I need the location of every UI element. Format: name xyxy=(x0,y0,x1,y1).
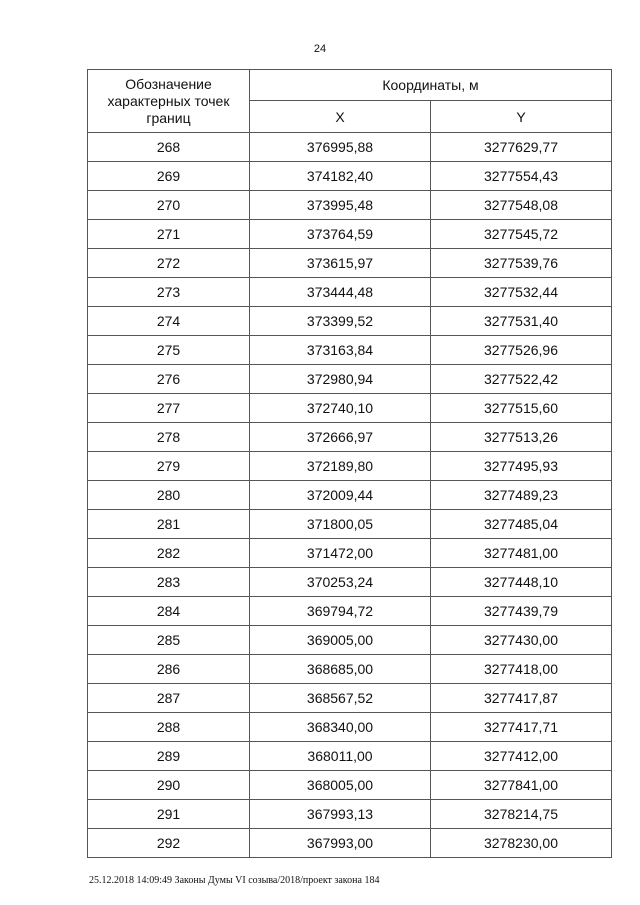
x-coordinate-cell: 372740,10 xyxy=(250,394,431,423)
x-coordinate-cell: 372009,44 xyxy=(250,481,431,510)
page-number: 24 xyxy=(313,43,327,55)
table-row xyxy=(88,713,612,742)
y-coordinate-cell: 3277412,00 xyxy=(431,742,612,771)
y-coordinate-cell: 3277515,60 xyxy=(431,394,612,423)
point-number-cell: 283 xyxy=(88,568,250,597)
y-coordinate-cell: 3277545,72 xyxy=(431,220,612,249)
table-row xyxy=(88,510,612,539)
x-coordinate-cell: 372189,80 xyxy=(250,452,431,481)
y-coordinate-cell: 3277417,71 xyxy=(431,713,612,742)
header-x: X xyxy=(250,101,431,133)
y-coordinate-cell: 3277554,43 xyxy=(431,162,612,191)
table-row xyxy=(88,133,612,162)
table-row xyxy=(88,539,612,568)
y-coordinate-cell: 3277526,96 xyxy=(431,336,612,365)
point-number-cell: 275 xyxy=(88,336,250,365)
x-coordinate-cell: 371800,05 xyxy=(250,510,431,539)
table-row xyxy=(88,336,612,365)
point-number-cell: 280 xyxy=(88,481,250,510)
x-coordinate-cell: 368685,00 xyxy=(250,655,431,684)
point-number-cell: 286 xyxy=(88,655,250,684)
point-number-cell: 279 xyxy=(88,452,250,481)
point-number-cell: 292 xyxy=(88,829,250,858)
y-coordinate-cell: 3278230,00 xyxy=(431,829,612,858)
point-number-cell: 288 xyxy=(88,713,250,742)
table-row xyxy=(88,597,612,626)
y-coordinate-cell: 3277439,79 xyxy=(431,597,612,626)
y-coordinate-cell: 3277448,10 xyxy=(431,568,612,597)
point-number-cell: 272 xyxy=(88,249,250,278)
x-coordinate-cell: 373444,48 xyxy=(250,278,431,307)
point-number-cell: 273 xyxy=(88,278,250,307)
x-coordinate-cell: 368005,00 xyxy=(250,771,431,800)
y-coordinate-cell: 3277495,93 xyxy=(431,452,612,481)
point-number-cell: 291 xyxy=(88,800,250,829)
table-row xyxy=(88,249,612,278)
table-row xyxy=(88,800,612,829)
table-row xyxy=(88,771,612,800)
y-coordinate-cell: 3277513,26 xyxy=(431,423,612,452)
table-row xyxy=(88,423,612,452)
table-row xyxy=(88,655,612,684)
table-row xyxy=(88,307,612,336)
table-row xyxy=(88,191,612,220)
y-coordinate-cell: 3277430,00 xyxy=(431,626,612,655)
point-number-cell: 282 xyxy=(88,539,250,568)
x-coordinate-cell: 367993,13 xyxy=(250,800,431,829)
footer-stamp: 25.12.2018 14:09:49 Законы Думы VI созыва/2018/проект закона 184 xyxy=(89,875,380,886)
x-coordinate-cell: 374182,40 xyxy=(250,162,431,191)
point-number-cell: 269 xyxy=(88,162,250,191)
table-row xyxy=(88,162,612,191)
x-coordinate-cell: 371472,00 xyxy=(250,539,431,568)
table-row xyxy=(88,278,612,307)
point-number-cell: 284 xyxy=(88,597,250,626)
y-coordinate-cell: 3277481,00 xyxy=(431,539,612,568)
point-number-cell: 277 xyxy=(88,394,250,423)
x-coordinate-cell: 368011,00 xyxy=(250,742,431,771)
y-coordinate-cell: 3277539,76 xyxy=(431,249,612,278)
x-coordinate-cell: 370253,24 xyxy=(250,568,431,597)
point-number-cell: 278 xyxy=(88,423,250,452)
y-coordinate-cell: 3277532,44 xyxy=(431,278,612,307)
table-row xyxy=(88,394,612,423)
point-number-cell: 268 xyxy=(88,133,250,162)
x-coordinate-cell: 372980,94 xyxy=(250,365,431,394)
point-number-cell: 290 xyxy=(88,771,250,800)
x-coordinate-cell: 373399,52 xyxy=(250,307,431,336)
x-coordinate-cell: 372666,97 xyxy=(250,423,431,452)
point-number-cell: 270 xyxy=(88,191,250,220)
y-coordinate-cell: 3277489,23 xyxy=(431,481,612,510)
y-coordinate-cell: 3277841,00 xyxy=(431,771,612,800)
x-coordinate-cell: 373615,97 xyxy=(250,249,431,278)
y-coordinate-cell: 3277548,08 xyxy=(431,191,612,220)
table-row xyxy=(88,220,612,249)
point-number-cell: 281 xyxy=(88,510,250,539)
y-coordinate-cell: 3277531,40 xyxy=(431,307,612,336)
table-row xyxy=(88,452,612,481)
x-coordinate-cell: 369005,00 xyxy=(250,626,431,655)
y-coordinate-cell: 3277485,04 xyxy=(431,510,612,539)
table-row xyxy=(88,568,612,597)
point-number-cell: 289 xyxy=(88,742,250,771)
table-row xyxy=(88,365,612,394)
header-coordinates: Координаты, м xyxy=(250,70,612,101)
x-coordinate-cell: 369794,72 xyxy=(250,597,431,626)
y-coordinate-cell: 3277417,87 xyxy=(431,684,612,713)
header-y: Y xyxy=(431,101,612,133)
y-coordinate-cell: 3277629,77 xyxy=(431,133,612,162)
x-coordinate-cell: 376995,88 xyxy=(250,133,431,162)
y-coordinate-cell: 3278214,75 xyxy=(431,800,612,829)
x-coordinate-cell: 373995,48 xyxy=(250,191,431,220)
table-row xyxy=(88,684,612,713)
table-row xyxy=(88,481,612,510)
coordinates-table xyxy=(87,69,612,858)
x-coordinate-cell: 368567,52 xyxy=(250,684,431,713)
y-coordinate-cell: 3277522,42 xyxy=(431,365,612,394)
point-number-cell: 271 xyxy=(88,220,250,249)
table-row xyxy=(88,829,612,858)
point-number-cell: 274 xyxy=(88,307,250,336)
table-row xyxy=(88,626,612,655)
x-coordinate-cell: 368340,00 xyxy=(250,713,431,742)
x-coordinate-cell: 367993,00 xyxy=(250,829,431,858)
x-coordinate-cell: 373163,84 xyxy=(250,336,431,365)
point-number-cell: 276 xyxy=(88,365,250,394)
point-number-cell: 287 xyxy=(88,684,250,713)
header-designation: Обозначение характерных точек границ xyxy=(88,70,250,133)
table-row xyxy=(88,742,612,771)
point-number-cell: 285 xyxy=(88,626,250,655)
table-body xyxy=(88,133,612,858)
y-coordinate-cell: 3277418,00 xyxy=(431,655,612,684)
x-coordinate-cell: 373764,59 xyxy=(250,220,431,249)
